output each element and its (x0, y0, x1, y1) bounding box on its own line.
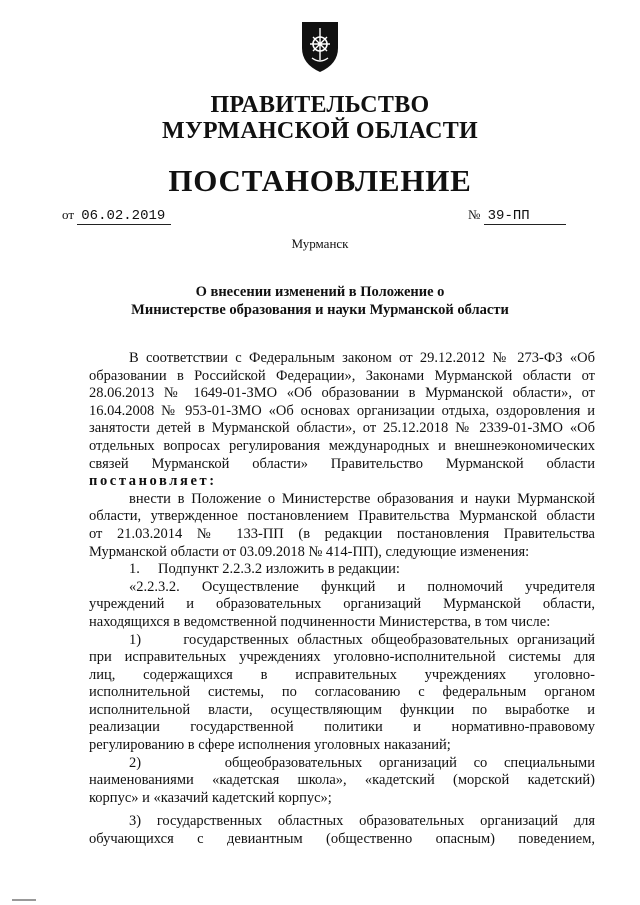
document-type-title: ПОСТАНОВЛЕНИЕ (168, 163, 472, 198)
number-value: 39-ПП (484, 208, 566, 225)
body-line: области, утвержденное постановлением Правительства Мурманской области (89, 508, 595, 525)
body-line: лиц, содержащихся в исправительных учреждениях уголовно- (89, 666, 595, 683)
body-line: корпус» и «казачий кадетский корпус»; (89, 789, 332, 806)
body-line: при исправительных учреждениях уголовно-исполнительной системы для (89, 649, 595, 666)
decree-word: постановляет: (89, 473, 217, 490)
body-line: от 21.03.2014 № 133-ПП (в редакции постановления Правительства (89, 525, 595, 542)
body-line: наименованиями «кадетская школа», «кадетский (морской кадетский) (89, 772, 595, 789)
body-line: учреждений и образовательных организаций Мурманской области, (89, 596, 595, 613)
body-line: занятости детей в Мурманской области», от 25.12.2018 № 2339-01-ЗМО «Об (89, 420, 595, 437)
org-name-line1: ПРАВИТЕЛЬСТВО (210, 92, 430, 118)
subject-line2: Министерстве образования и науки Мурманской области (131, 302, 509, 318)
number-field (468, 207, 566, 224)
city-name: Мурманск (291, 236, 349, 251)
body-line: находящихся в ведомственной подчиненности Министерства, в том числе: (89, 613, 551, 630)
body-line: 1. Подпункт 2.2.3.2 изложить в редакции: (129, 561, 400, 578)
number-prefix: № (468, 207, 481, 222)
body-line: обучающихся с девиантным (общественно опасным) поведением, (89, 831, 595, 848)
org-name-line2: МУРМАНСКОЙ ОБЛАСТИ (162, 118, 478, 144)
body-line: В соответствии с Федеральным законом от 29.12.2012 № 273-ФЗ «Об (129, 350, 595, 366)
body-line: внести в Положение о Министерстве образования и науки Мурманской (129, 490, 595, 507)
body-line: 28.06.2013 № 1649-01-ЗМО «Об образовании в Мурманской области», от (89, 385, 595, 402)
scan-edge-mark (12, 899, 36, 901)
body-line: исполнительной власти, осуществляющим функции по выработке и (89, 701, 595, 718)
date-value: 06.02.2019 (77, 208, 171, 225)
date-prefix: от (62, 207, 75, 222)
subject-line1: О внесении изменений в Положение о (195, 284, 445, 300)
body-line: 2) общеобразовательных организаций со специальными (129, 754, 595, 771)
body-line: связей Мурманской области» Правительство Мурманской области (89, 455, 595, 472)
document-body (89, 350, 595, 849)
body-line: 1) государственных областных общеобразовательных организаций (129, 631, 595, 648)
date-field (62, 207, 171, 224)
body-line: «2.2.3.2. Осуществление функций и полномочий учредителя (129, 578, 595, 595)
body-line: Мурманской области от 03.09.2018 № 414-ПП), следующие изменения: (89, 543, 530, 560)
body-line: 16.04.2008 № 953-01-ЗМО «Об основах организации отдыха, оздоровления и (89, 402, 595, 419)
body-line: 3) государственных областных образовательных организаций для (129, 813, 595, 830)
body-line: регулированию в сфере исполнения уголовных наказаний; (89, 737, 451, 754)
body-line: отдельных вопросах регулирования международных и внешнеэкономических (89, 437, 595, 454)
body-line: образовании в Российской Федерации», Законами Мурманской области от (89, 367, 595, 384)
body-line: реализации государственной политики и нормативно-правовому (89, 719, 595, 736)
body-line: исполнительной системы, по согласованию с федеральным органом (89, 684, 595, 701)
coat-of-arms-emblem (298, 18, 342, 74)
